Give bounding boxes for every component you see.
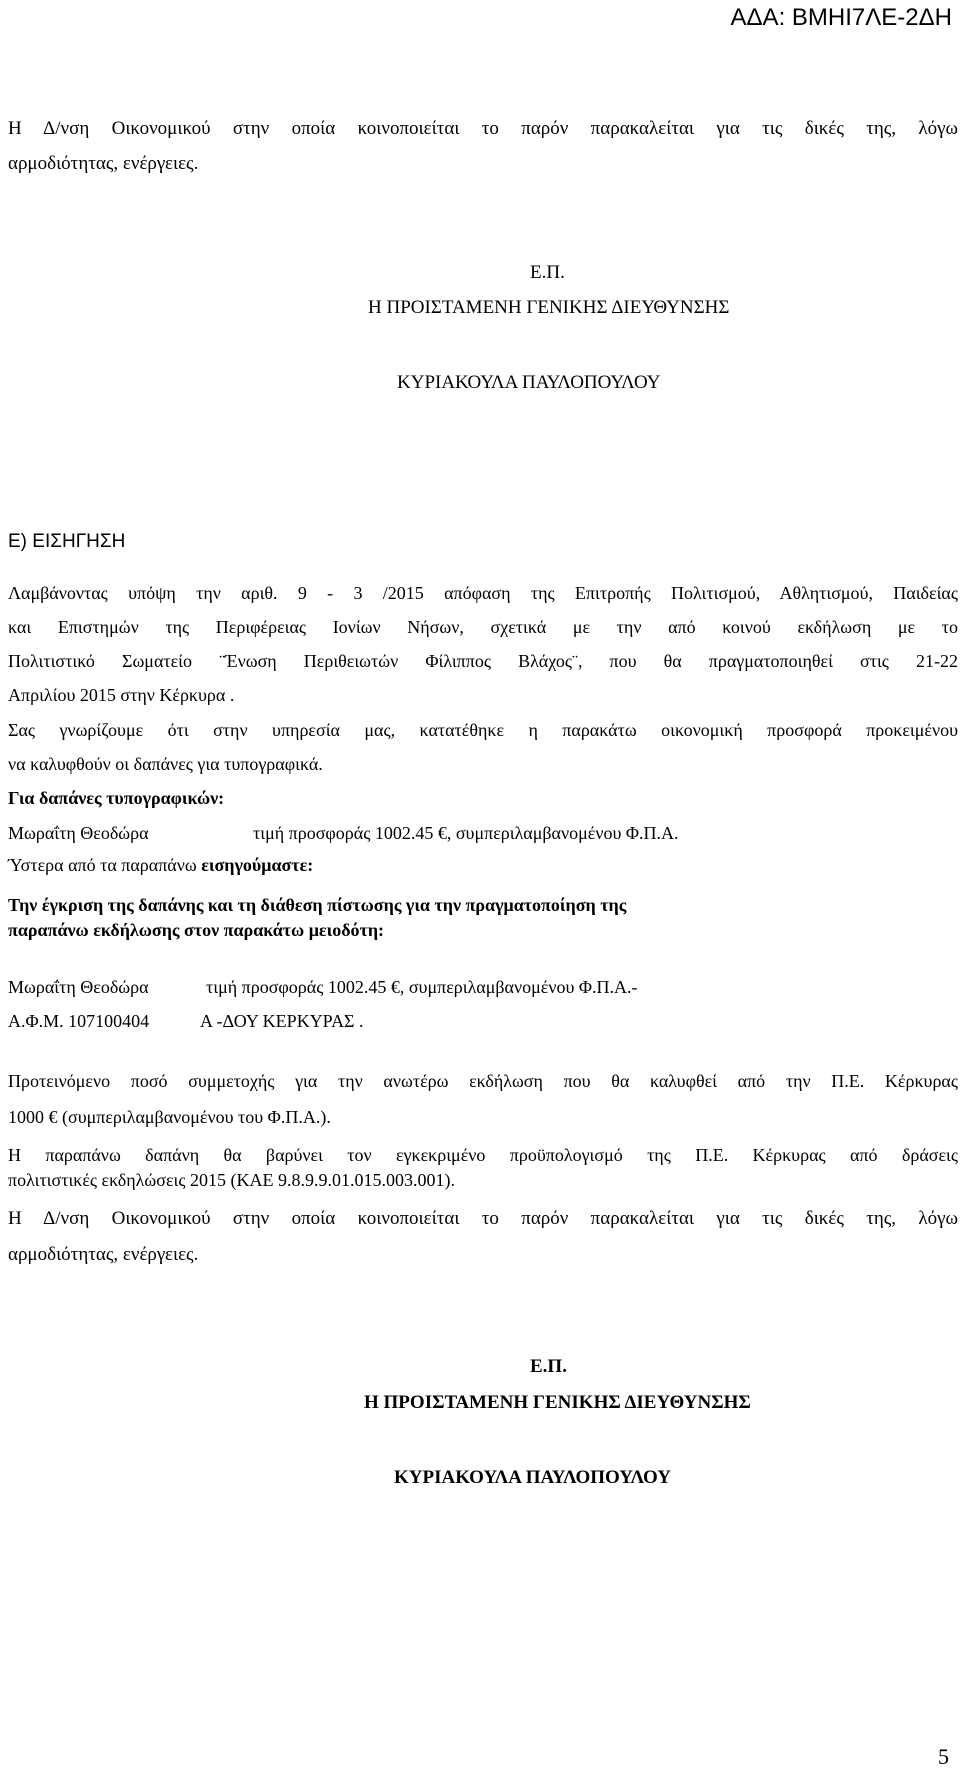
offer2-name: Μωραΐτη Θεοδώρα [8,977,149,997]
para2-line-1: Σας γνωρίζουμε ότι στην υπηρεσία μας, κατατέθηκε η παρακάτω οικονομική προσφορά προκειμένου [8,720,958,740]
para1-line-3: Πολιτιστικό Σωματείο ¨Ένωση Περιθειωτών Φίλιππος Βλάχος¨, που θα πραγματοποιηθεί στις 21-22 [8,651,958,671]
para3-line-2: 1000 € (συμπεριλαμβανομένου του Φ.Π.Α.). [8,1107,331,1127]
proposal-bold: εισηγούμαστε: [201,855,314,875]
signature2-ep: Ε.Π. [530,1356,567,1377]
para5-line-1: Η Δ/νση Οικονομικού στην οποία κοινοποιείται το παρόν παρακαλείται για τις δικές της, λόγω [8,1208,958,1229]
para3-line-1: Προτεινόμενο ποσό συμμετοχής για την ανωτέρω εκδήλωση που θα καλυφθεί από την Π.Ε. Κέρκυρας [8,1071,958,1091]
signature2-role: Η ΠΡΟΙΣΤΑΜΕΝΗ ΓΕΝΙΚΗΣ ΔΙΕΥΘΥΝΣΗΣ [364,1392,751,1413]
approval-line-2: παραπάνω εκδήλωσης στον παρακάτω μειοδότη: [8,920,385,940]
para5-line-2: αρμοδιότητας, ενέργειες. [8,1244,199,1265]
signature1-role: Η ΠΡΟΙΣΤΑΜΕΝΗ ΓΕΝΙΚΗΣ ΔΙΕΥΘΥΝΣΗΣ [368,297,730,318]
para1-line-2: και Επιστημών της Περιφέρειας Ιονίων Νήσων, σχετικά με την από κοινού εκδήλωση με το [8,617,958,637]
approval-line-1: Την έγκριση της δαπάνης και τη διάθεση πίστωσης για την πραγματοποίηση της [8,895,627,915]
signature1-name: ΚΥΡΙΑΚΟΥΛΑ ΠΑΥΛΟΠΟΥΛΟΥ [397,372,661,393]
offer1-price: τιμή προσφοράς 1002.45 €, συμπεριλαμβανομένου Φ.Π.Α. [253,823,679,843]
offer2-price: τιμή προσφοράς 1002.45 €, συμπεριλαμβανομένου Φ.Π.Α.- [206,977,638,997]
subheading-typography: Για δαπάνες τυπογραφικών: [8,788,225,808]
signature2-name: ΚΥΡΙΑΚΟΥΛΑ ΠΑΥΛΟΠΟΥΛΟΥ [394,1467,672,1488]
para1-line-1: Λαμβάνοντας υπόψη την αριθ. 9 - 3 /2015 απόφαση της Επιτροπής Πολιτισμού, Αθλητισμού, Παιδείας [8,583,958,603]
proposal-prefix: Ύστερα από τα παραπάνω [8,855,202,875]
page-number: 5 [938,1744,949,1769]
proposal-line [8,855,313,876]
top-paragraph-line-2: αρμοδιότητας, ενέργειες. [8,153,199,174]
para4-line-1: Η παραπάνω δαπάνη θα βαρύνει τον εγκεκριμένο προϋπολογισμό της Π.Ε. Κέρκυρας από δράσεις [8,1145,958,1165]
section-heading: Ε) ΕΙΣΗΓΗΣΗ [8,531,126,552]
para1-line-4: Απριλίου 2015 στην Κέρκυρα . [8,685,235,705]
afm-label: Α.Φ.Μ. 107100404 [8,1011,150,1031]
ada-code: ΑΔΑ: ΒΜΗΙ7ΛΕ-2ΔΗ [730,4,952,31]
top-paragraph-line-1: Η Δ/νση Οικονομικού στην οποία κοινοποιείται το παρόν παρακαλείται για τις δικές της, λόγω [8,118,958,139]
para2-line-2: να καλυφθούν οι δαπάνες για τυπογραφικά. [8,754,323,774]
doy-label: Α -ΔΟΥ ΚΕΡΚΥΡΑΣ . [200,1011,364,1031]
para4-line-2: πολιτιστικές εκδηλώσεις 2015 (ΚΑΕ 9.8.9.9.01.015.003.001). [8,1170,455,1190]
signature1-ep: Ε.Π. [530,262,565,283]
offer1-name: Μωραΐτη Θεοδώρα [8,823,149,843]
